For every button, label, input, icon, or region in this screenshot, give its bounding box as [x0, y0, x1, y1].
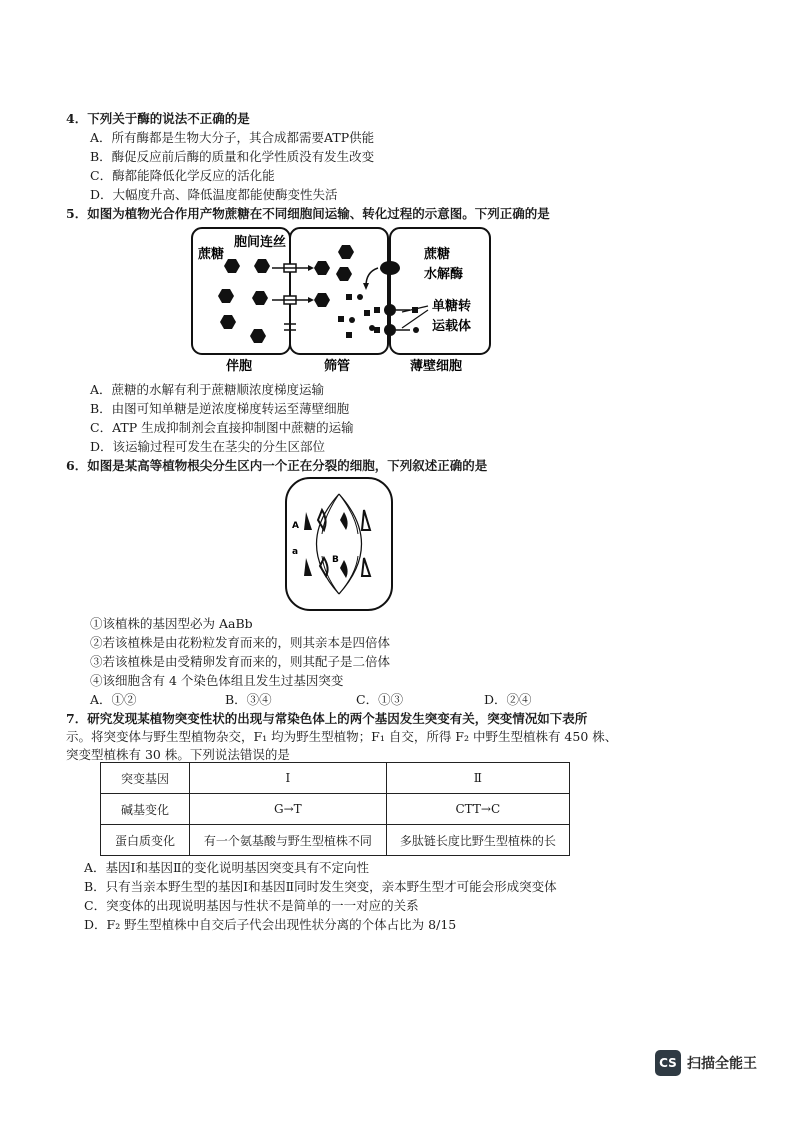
gene-label-A: A	[292, 521, 299, 531]
q7-stem-line2: 示。将突变体与野生型植物杂交，F₁ 均为野生型植物；F₁ 自交，所得 F₂ 中野生型植株有 450 株、	[66, 729, 618, 744]
q4-option-d: D．大幅度升高、降低温度都能使酶变性失活	[90, 187, 338, 202]
q4-option-b: B．酶促反应前后酶的质量和化学性质没有发生改变	[90, 149, 375, 164]
q7-option-a: A．基因Ⅰ和基因Ⅱ的变化说明基因突变具有不定向性	[84, 860, 369, 875]
q6-choice-c: C．①③	[356, 692, 404, 707]
camscanner-logo: CS	[655, 1050, 681, 1076]
chromosomes	[304, 510, 370, 578]
table-cell: G→T	[190, 794, 387, 825]
table-row	[101, 763, 570, 794]
monosaccharides	[338, 294, 375, 338]
sucrose-transport-diagram	[188, 224, 493, 374]
q4-stem: 4．下列关于酶的说法不正确的是	[66, 111, 250, 126]
q5-option-a: A．蔗糖的水解有利于蔗糖顺浓度梯度运输	[90, 382, 325, 397]
table-cell: 多肽链长度比野生型植株的长	[386, 825, 569, 856]
label-sucrase-line1: 蔗糖	[424, 247, 451, 262]
q5-option-d: D．该运输过程可发生在茎尖的分生区部位	[90, 439, 326, 454]
sieve-tube-cell	[290, 228, 388, 354]
q5-option-b: B．由图可知单糖是逆浓度梯度转运至薄壁细胞	[90, 401, 350, 416]
camscanner-text: 扫描全能王	[687, 1056, 757, 1072]
q6-statement-2: ②若该植株是由花粉粒发育而来的，则其亲本是四倍体	[90, 635, 391, 650]
q6-choice-a: A．①②	[90, 692, 137, 707]
table-cell: Ⅱ	[386, 763, 569, 794]
label-plasmodesmata: 胞间连丝	[234, 235, 287, 250]
q5-stem: 5．如图为植物光合作用产物蔗糖在不同细胞间运输、转化过程的示意图。下列正确的是	[66, 206, 550, 221]
sucrose-molecules	[218, 245, 354, 343]
table-cell: 碱基变化	[101, 794, 190, 825]
q5-option-c: C．ATP 生成抑制剂会直接抑制图中蔗糖的运输	[90, 420, 354, 435]
label-transporter-line2: 运载体	[432, 319, 472, 334]
q7-option-d: D．F₂ 野生型植株中自交后子代会出现性状分离的个体占比为 8/15	[84, 917, 457, 932]
table-row	[101, 794, 570, 825]
q6-choice-b: B．③④	[225, 692, 272, 707]
label-companion-cell: 伴胞	[226, 359, 253, 374]
label-parenchyma-cell: 薄壁细胞	[410, 359, 463, 374]
q7-option-b: B．只有当亲本野生型的基因Ⅰ和基因Ⅱ同时发生突变，亲本野生型才可能会形成突变体	[84, 879, 557, 894]
table-row	[101, 825, 570, 856]
q7-stem-line3: 突变型植株有 30 株。下列说法错误的是	[66, 747, 290, 762]
table-cell: 蛋白质变化	[101, 825, 190, 856]
q4-option-a: A．所有酶都是生物大分子，其合成都需要ATP供能	[90, 130, 375, 145]
label-sucrase-line2: 水解酶	[424, 267, 464, 282]
dividing-cell-diagram	[284, 476, 394, 612]
monosaccharide-transporters	[374, 304, 419, 336]
label-transporter-line1: 单糖转	[432, 299, 472, 314]
q6-statement-3: ③若该植株是由受精卵发育而来的，则其配子是二倍体	[90, 654, 391, 669]
table-cell: 突变基因	[101, 763, 190, 794]
gene-label-B: B	[332, 555, 339, 565]
mutation-table	[100, 762, 570, 856]
gene-label-a: a	[292, 547, 299, 557]
q7-option-c: C．突变体的出现说明基因与性状不是简单的一一对应的关系	[84, 898, 419, 913]
q6-statement-4: ④该细胞含有 4 个染色体组且发生过基因突变	[90, 673, 344, 688]
q6-statement-1: ①该植株的基因型必为 AaBb	[90, 616, 253, 631]
table-cell: Ⅰ	[190, 763, 387, 794]
table-cell: CTT→C	[386, 794, 569, 825]
label-sucrose: 蔗糖	[198, 247, 225, 262]
scanner-watermark	[655, 1050, 757, 1076]
table-cell: 有一个氨基酸与野生型植株不同	[190, 825, 387, 856]
label-sieve-tube: 筛管	[324, 359, 351, 374]
q6-choice-d: D．②④	[484, 692, 532, 707]
q4-option-c: C．酶都能降低化学反应的活化能	[90, 168, 275, 183]
q7-stem-line1: 7．研究发现某植物突变性状的出现与常染色体上的两个基因发生突变有关，突变情况如下表所	[66, 711, 588, 726]
q6-stem: 6．如图是某高等植物根尖分生区内一个正在分裂的细胞，下列叙述正确的是	[66, 458, 488, 473]
